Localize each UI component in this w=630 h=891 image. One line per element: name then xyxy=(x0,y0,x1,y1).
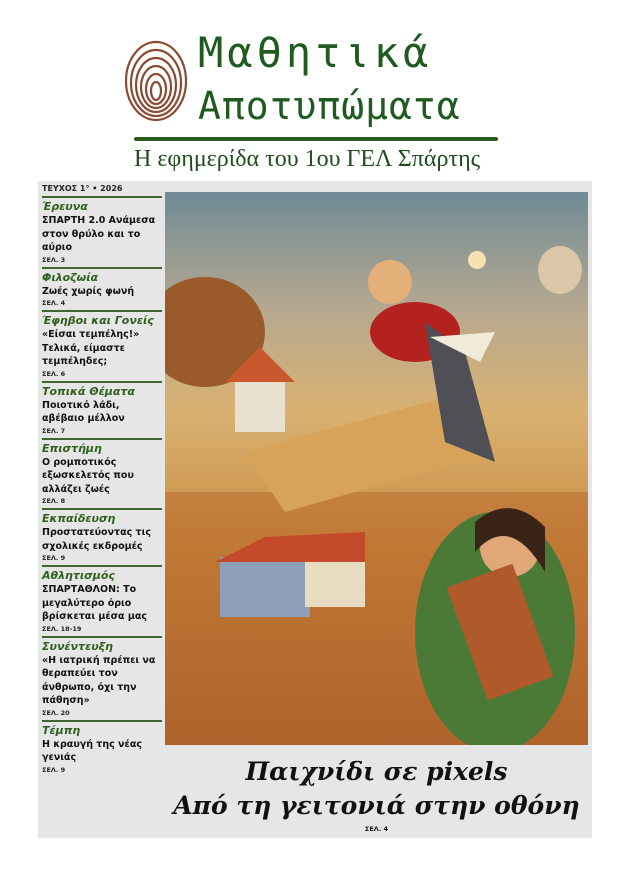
section-page: ΣΕΛ. 7 xyxy=(42,426,66,435)
section-category: Εκπαίδευση xyxy=(42,512,116,525)
contents-item[interactable] xyxy=(42,638,162,722)
section-title: ΣΠΑΡΤΗ 2.0 Ανάμεσα στον θρύλο και το αύριο xyxy=(42,215,156,253)
section-title: ΣΠΑΡΤΑΘΛΟΝ: Το μεγαλύτερο όριο βρίσκεται μέσα μας xyxy=(42,584,147,622)
contents-sidebar xyxy=(42,183,162,777)
contents-item[interactable] xyxy=(42,312,162,383)
contents-item[interactable] xyxy=(42,510,162,567)
section-page: ΣΕΛ. 9 xyxy=(42,554,66,562)
section-category: Αθλητισμός xyxy=(42,569,115,582)
section-title: «Η ιατρική πρέπει να θεραπεύει τον άνθρωπο, όχι την πάθηση» xyxy=(42,654,156,706)
section-title: Ζωές χωρίς φωνή xyxy=(42,285,135,297)
masthead-divider xyxy=(134,137,498,141)
section-title: «Είσαι τεμπέλης!» Τελικά, είμαστε τεμπέληδες; xyxy=(42,329,140,367)
contents-item[interactable] xyxy=(42,383,162,440)
cover-illustration xyxy=(165,192,588,745)
section-category: Έρευνα xyxy=(42,200,88,213)
contents-item[interactable] xyxy=(42,269,162,313)
section-title: Ποιοτικό λάδι, αβέβαιο μέλλον xyxy=(42,399,125,424)
headline-page: ΣΕΛ. 4 xyxy=(364,825,389,833)
masthead-title-line2: Αποτυπώματα xyxy=(198,84,461,128)
fingerprint-logo-icon xyxy=(124,40,188,122)
contents-item[interactable] xyxy=(42,440,162,511)
masthead xyxy=(0,0,630,180)
section-page: ΣΕΛ. 3 xyxy=(42,255,66,264)
section-page: ΣΕΛ. 8 xyxy=(42,497,66,505)
contents-item[interactable] xyxy=(42,722,162,777)
masthead-subtitle: Η εφημερίδα του 1ου ΓΕΛ Σπάρτης xyxy=(134,146,481,172)
section-page: ΣΕΛ. 4 xyxy=(42,299,66,307)
section-page: ΣΕΛ. 18-19 xyxy=(42,624,82,633)
section-title: Προστατεύοντας τις σχολικές εκδρομές xyxy=(42,527,151,552)
contents-item[interactable] xyxy=(42,198,162,269)
section-category: Έφηβοι και Γονείς xyxy=(42,314,154,327)
cover-headline xyxy=(165,755,588,835)
section-category: Επιστήμη xyxy=(42,441,102,455)
contents-item[interactable] xyxy=(42,567,162,638)
section-category: Φιλοζωία xyxy=(42,270,99,284)
section-title: Η κραυγή της νέας γενιάς xyxy=(42,738,142,763)
issue-label: ΤΕΥΧΟΣ 1° • 2026 xyxy=(42,183,162,198)
headline-line2: Από τη γειτονιά στην οθόνη xyxy=(173,791,580,820)
section-category: Συνέντευξη xyxy=(42,639,113,653)
section-page: ΣΕΛ. 6 xyxy=(42,369,66,378)
section-category: Τέμπη xyxy=(42,723,81,737)
masthead-title-line1: Μαθητικά xyxy=(198,28,433,77)
section-title: Ο ρομποτικός εξωσκελετός που αλλάζει ζωές xyxy=(42,456,134,495)
headline-line1: Παιχνίδι σε pixels xyxy=(245,757,508,786)
section-category: Τοπικά Θέματα xyxy=(42,384,135,398)
section-page: ΣΕΛ. 20 xyxy=(42,708,70,717)
section-page: ΣΕΛ. 9 xyxy=(42,765,66,774)
